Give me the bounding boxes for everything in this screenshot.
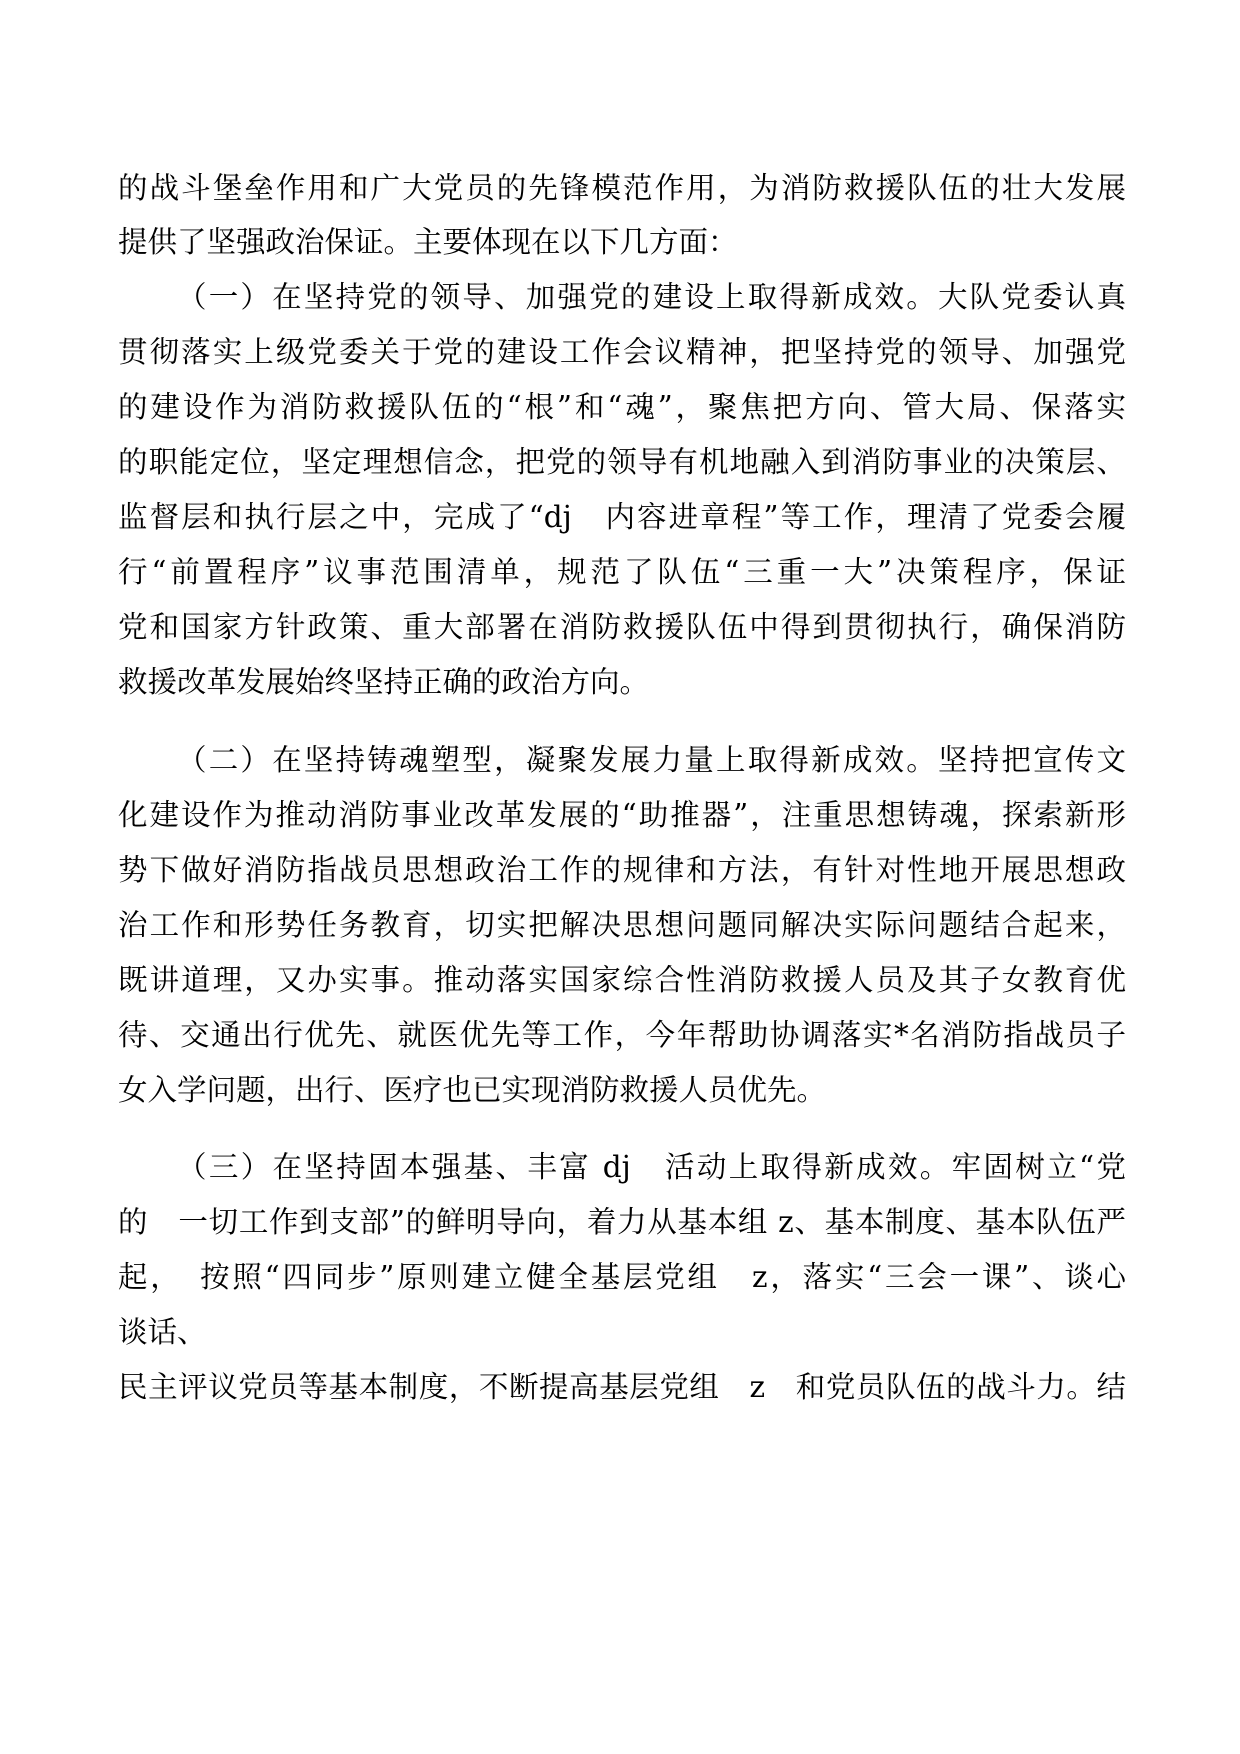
body-text-line: 势下做好消防指战员思想政治工作的规律和方法，有针对性地开展思想政 <box>118 853 1126 887</box>
body-text-line: 既讲道理，又办实事。推动落实国家综合性消防救援人员及其子女教育优 <box>118 963 1126 997</box>
body-text-line: 待、交通出行优先、就医优先等工作，今年帮助协调落实*名消防指战员子 <box>118 1018 1126 1052</box>
body-text-line: 治工作和形势任务教育，切实把解决思想问题同解决实际问题结合起来， <box>118 908 1126 942</box>
body-text-line: 的建设作为消防救援队伍的“根”和“魂”，聚焦把方向、管大局、保落实 <box>118 390 1126 424</box>
body-text-line: 谈话、 <box>118 1315 207 1349</box>
body-text-line: 民主评议党员等基本制度，不断提高基层党组 z 和党员队伍的战斗力。结 <box>118 1370 1126 1404</box>
paragraph-heading-line: （三）在坚持固本强基、丰富 dj 活动上取得新成效。牢固树立“党 <box>177 1150 1126 1184</box>
body-text-line: 救援改革发展始终坚持正确的政治方向。 <box>118 665 650 699</box>
body-text-line: 化建设作为推动消防事业改革发展的“助推器”，注重思想铸魂，探索新形 <box>118 798 1126 832</box>
body-text-line: 提供了坚强政治保证。主要体现在以下几方面： <box>118 225 738 259</box>
body-text-line: 监督层和执行层之中，完成了“dj 内容进章程”等工作，理清了党委会履 <box>118 500 1126 534</box>
body-text-line: 的 一切工作到支部”的鲜明导向，着力从基本组 z、基本制度、基本队伍严 <box>118 1205 1126 1239</box>
body-text-line: 的战斗堡垒作用和广大党员的先锋模范作用，为消防救援队伍的壮大发展 <box>118 171 1126 205</box>
body-text-line: 女入学问题，出行、医疗也已实现消防救援人员优先。 <box>118 1073 827 1107</box>
paragraph-heading-line: （二）在坚持铸魂塑型，凝聚发展力量上取得新成效。坚持把宣传文 <box>177 743 1126 777</box>
body-text-line: 行“前置程序”议事范围清单，规范了队伍“三重一大”决策程序，保证 <box>118 555 1126 589</box>
body-text-line: 的职能定位，坚定理想信念，把党的领导有机地融入到消防事业的决策层、 <box>118 445 1126 479</box>
paragraph-heading-line: （一）在坚持党的领导、加强党的建设上取得新成效。大队党委认真 <box>177 280 1126 314</box>
body-text-line: 贯彻落实上级党委关于党的建设工作会议精神，把坚持党的领导、加强党 <box>118 335 1126 369</box>
body-text-line: 党和国家方针政策、重大部署在消防救援队伍中得到贯彻执行，确保消防 <box>118 610 1126 644</box>
body-text-line: 起， 按照“四同步”原则建立健全基层党组 z，落实“三会一课”、谈心 <box>118 1260 1126 1294</box>
